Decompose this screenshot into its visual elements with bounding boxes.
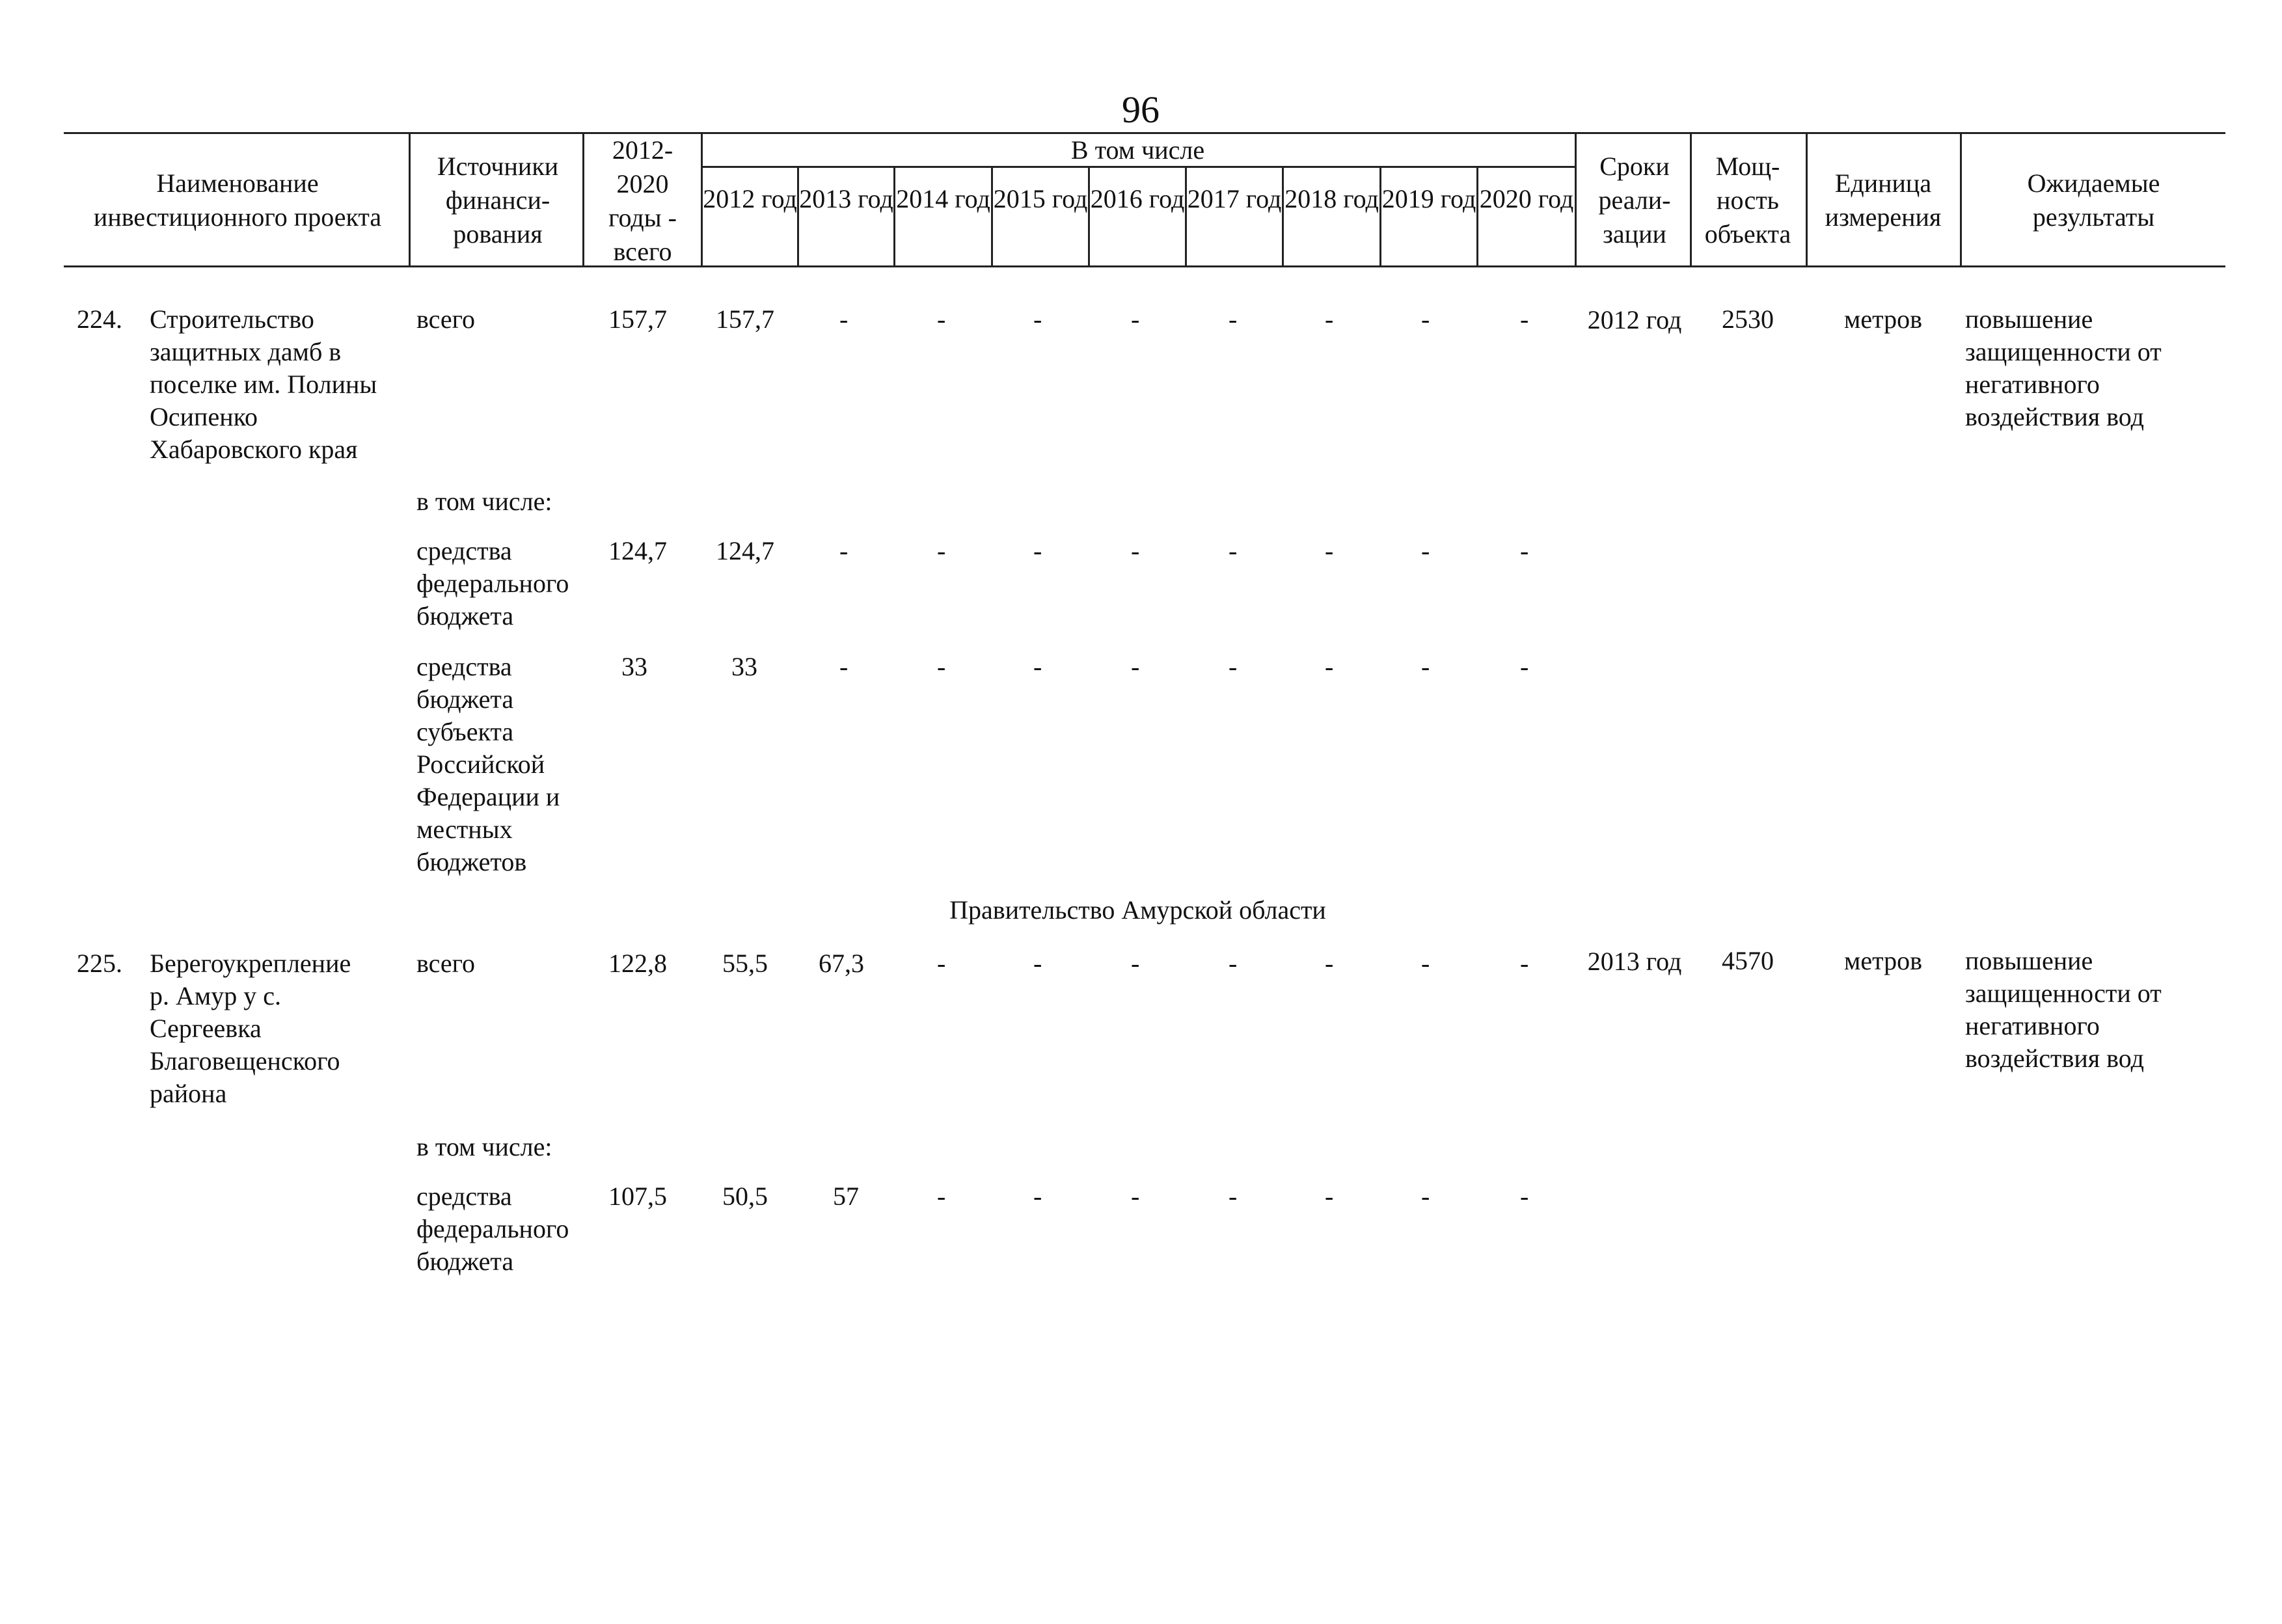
project-unit: метров <box>1844 304 1922 334</box>
project-term: 2012 год <box>1587 305 1682 334</box>
header-sources: Источники финанси- рования <box>437 152 559 249</box>
year-value: - <box>1421 652 1430 681</box>
year-value: - <box>1033 536 1042 565</box>
year-value: - <box>1520 536 1529 565</box>
year-value: 50,5 <box>722 1182 768 1211</box>
header-name: Наименование инвестиционного проекта <box>93 169 382 232</box>
source-label: в том числе: <box>416 1132 552 1161</box>
header-unit: Единица измерения <box>1825 169 1942 232</box>
project-name: Строительство защитных дамб в поселке им. Полины Осипенко Хабаровского края <box>150 304 377 464</box>
source-label: всего <box>416 949 476 978</box>
year-value: - <box>937 536 946 565</box>
year-value: - <box>1229 536 1238 565</box>
project-result: повышение защищенности от негативного воздействия вод <box>1965 304 2162 431</box>
year-value: - <box>1520 652 1529 681</box>
year-value: - <box>1131 536 1140 565</box>
year-value: - <box>839 304 849 334</box>
header-results: Ожидаемые результаты <box>2027 169 2160 232</box>
year-value: - <box>1325 1182 1334 1211</box>
year-value: 55,5 <box>722 949 768 978</box>
project-capacity: 4570 <box>1722 946 1774 975</box>
year-value: - <box>1131 1182 1140 1211</box>
project-unit: метров <box>1844 946 1922 975</box>
section-heading: Правительство Амурской области <box>949 895 1326 925</box>
header-year-2013: 2013 год <box>799 184 893 213</box>
source-label: всего <box>416 304 476 334</box>
total-value: 157,7 <box>608 304 667 334</box>
header-year-2016: 2016 год <box>1090 184 1185 213</box>
project-result: повышение защищенности от негативного воздействия вод <box>1965 946 2162 1073</box>
header-total: 2012- 2020 годы - всего <box>608 135 677 266</box>
source-label: в том числе: <box>416 487 552 516</box>
year-value: - <box>1131 949 1140 978</box>
year-value: - <box>1421 1182 1430 1211</box>
total-value: 33 <box>621 652 647 681</box>
year-value: - <box>937 949 946 978</box>
header-year-2014: 2014 год <box>896 184 990 213</box>
source-label: средства федерального бюджета <box>416 1182 569 1276</box>
year-value: - <box>1131 652 1140 681</box>
year-value: - <box>1421 949 1430 978</box>
year-value: - <box>1325 304 1334 334</box>
total-value: 107,5 <box>608 1182 667 1211</box>
year-value: 57 <box>833 1182 859 1211</box>
year-value: - <box>839 536 849 565</box>
source-label: средства федерального бюджета <box>416 536 569 630</box>
year-value: - <box>1421 536 1430 565</box>
project-number: 225. <box>77 949 122 978</box>
header-year-2020: 2020 год <box>1479 184 1574 213</box>
header-year-2017: 2017 год <box>1187 184 1282 213</box>
year-value: - <box>937 652 946 681</box>
year-value: 33 <box>731 652 757 681</box>
year-value: - <box>937 1182 946 1211</box>
year-value: - <box>1033 652 1042 681</box>
project-capacity: 2530 <box>1722 304 1774 334</box>
year-value: - <box>1325 652 1334 681</box>
year-value: - <box>1520 949 1529 978</box>
year-value: - <box>937 304 946 334</box>
source-label: средства бюджета субъекта Российской Федерации и местных бюджетов <box>416 652 560 876</box>
year-value: - <box>1229 949 1238 978</box>
header-including: В том числе <box>1070 135 1205 165</box>
project-number: 224. <box>77 304 122 334</box>
year-value: - <box>1520 1182 1529 1211</box>
project-term: 2013 год <box>1587 947 1682 976</box>
year-value: - <box>1033 1182 1042 1211</box>
year-value: - <box>1421 304 1430 334</box>
year-value: - <box>1325 949 1334 978</box>
year-value: - <box>1033 304 1042 334</box>
total-value: 122,8 <box>608 949 667 978</box>
year-value: - <box>839 652 849 681</box>
year-value: - <box>1229 652 1238 681</box>
year-value: 157,7 <box>716 304 774 334</box>
page-number: 96 <box>1122 88 1160 131</box>
year-value: - <box>1033 949 1042 978</box>
header-year-2015: 2015 год <box>993 184 1088 213</box>
header-year-2018: 2018 год <box>1284 184 1379 213</box>
header-year-2012: 2012 год <box>703 184 797 213</box>
project-name: Берегоукрепление р. Амур у с. Сергеевка Благовещенского района <box>150 949 351 1108</box>
year-value: - <box>1229 304 1238 334</box>
year-value: - <box>1520 304 1529 334</box>
year-value: 67,3 <box>819 949 864 978</box>
header-terms: Сроки реали- зации <box>1598 152 1671 249</box>
year-value: - <box>1325 536 1334 565</box>
header-capacity: Мощ- ность объекта <box>1704 152 1791 249</box>
year-value: - <box>1229 1182 1238 1211</box>
header-year-2019: 2019 год <box>1381 184 1476 213</box>
year-value: 124,7 <box>716 536 774 565</box>
year-value: - <box>1131 304 1140 334</box>
total-value: 124,7 <box>608 536 667 565</box>
